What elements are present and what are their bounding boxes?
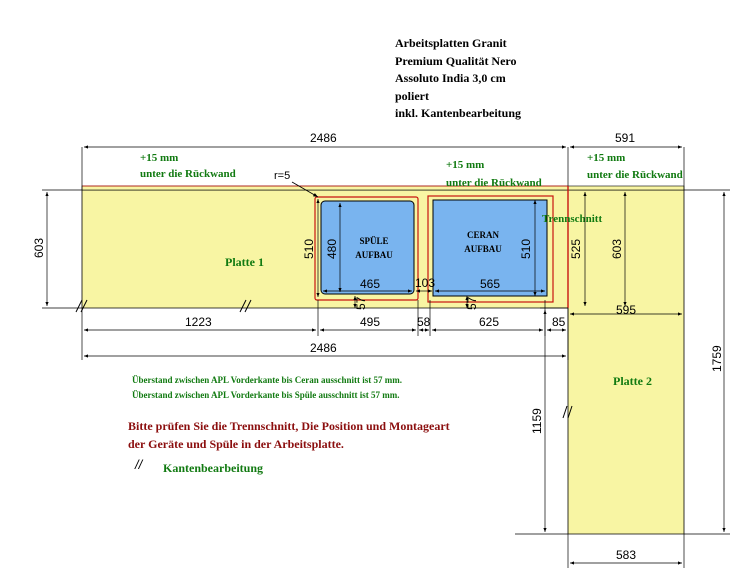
dim-495: 495 [360, 315, 381, 329]
dim-465: 465 [360, 277, 381, 291]
header-line-2: Premium Qualität Nero [395, 54, 517, 68]
dim-bottom-2486: 2486 [310, 341, 337, 355]
note-ceran-overhang: Überstand zwischen APL Vorderkante bis Ceran ausschnitt ist 57 mm. [132, 375, 403, 385]
dim-sink-510: 510 [302, 238, 316, 259]
dim-103: 103 [415, 276, 436, 290]
dim-1223: 1223 [185, 315, 212, 329]
dim-525: 525 [569, 238, 583, 259]
header-block [395, 36, 521, 120]
note-sink-overhang: Überstand zwischen APL Vorderkante bis Spüle ausschnitt ist 57 mm. [132, 390, 400, 400]
overhang-right-2: unter die Rückwand [587, 169, 683, 181]
dim-58: 58 [417, 315, 431, 329]
radius-label: r=5 [274, 170, 291, 182]
left-depth-dimension [42, 190, 82, 308]
dim-ceran-510: 510 [519, 238, 533, 259]
overhang-mid-2: unter die Rückwand [446, 177, 542, 189]
overhang-mid-1: +15 mm [446, 159, 485, 171]
platte-1-label: Platte 1 [225, 255, 264, 269]
platte-2-shape [568, 190, 684, 534]
sink-label-1: SPÜLE [359, 236, 389, 246]
header-line-3: Assoluto India 3,0 cm [395, 71, 506, 85]
dim-1159: 1159 [530, 408, 544, 434]
platte-2-label: Platte 2 [613, 374, 652, 388]
header-line-5: inkl. Kantenbearbeitung [395, 106, 522, 120]
dim-85: 85 [552, 315, 566, 329]
note-check-1: Bitte prüfen Sie die Trennschnitt, Die Position und Montageart [128, 419, 450, 433]
dim-583: 583 [616, 548, 637, 562]
dim-57-b: 57 [465, 296, 479, 310]
note-check-2: der Geräte und Spüle in der Arbeitsplatte. [128, 437, 344, 451]
trennschnitt-label: Trennschnitt [542, 213, 603, 225]
dim-57-a: 57 [354, 296, 368, 310]
sink-label-2: AUFBAU [355, 250, 393, 260]
overhang-left-1: +15 mm [140, 152, 179, 164]
ceran-label-1: CERAN [466, 230, 500, 240]
legend-symbol: // [135, 457, 143, 472]
dim-625: 625 [479, 315, 500, 329]
back-edge-strip [82, 186, 684, 190]
header-line-4: poliert [395, 89, 429, 103]
legend-label: Kantenbearbeitung [163, 461, 264, 475]
dim-right-1759: 1759 [710, 345, 724, 372]
dim-left-603: 603 [32, 237, 46, 258]
overhang-right-1: +15 mm [587, 152, 626, 164]
ceran-label-2: AUFBAU [464, 244, 502, 254]
dim-565: 565 [480, 277, 501, 291]
header-line-1: Arbeitsplatten Granit [395, 36, 507, 50]
dim-top-2486: 2486 [310, 131, 337, 145]
dim-right-603: 603 [610, 238, 624, 259]
dim-top-591: 591 [615, 131, 636, 145]
overhang-left-2: unter die Rückwand [140, 168, 236, 180]
dim-sink-480: 480 [325, 238, 339, 259]
dim-595: 595 [616, 303, 637, 317]
